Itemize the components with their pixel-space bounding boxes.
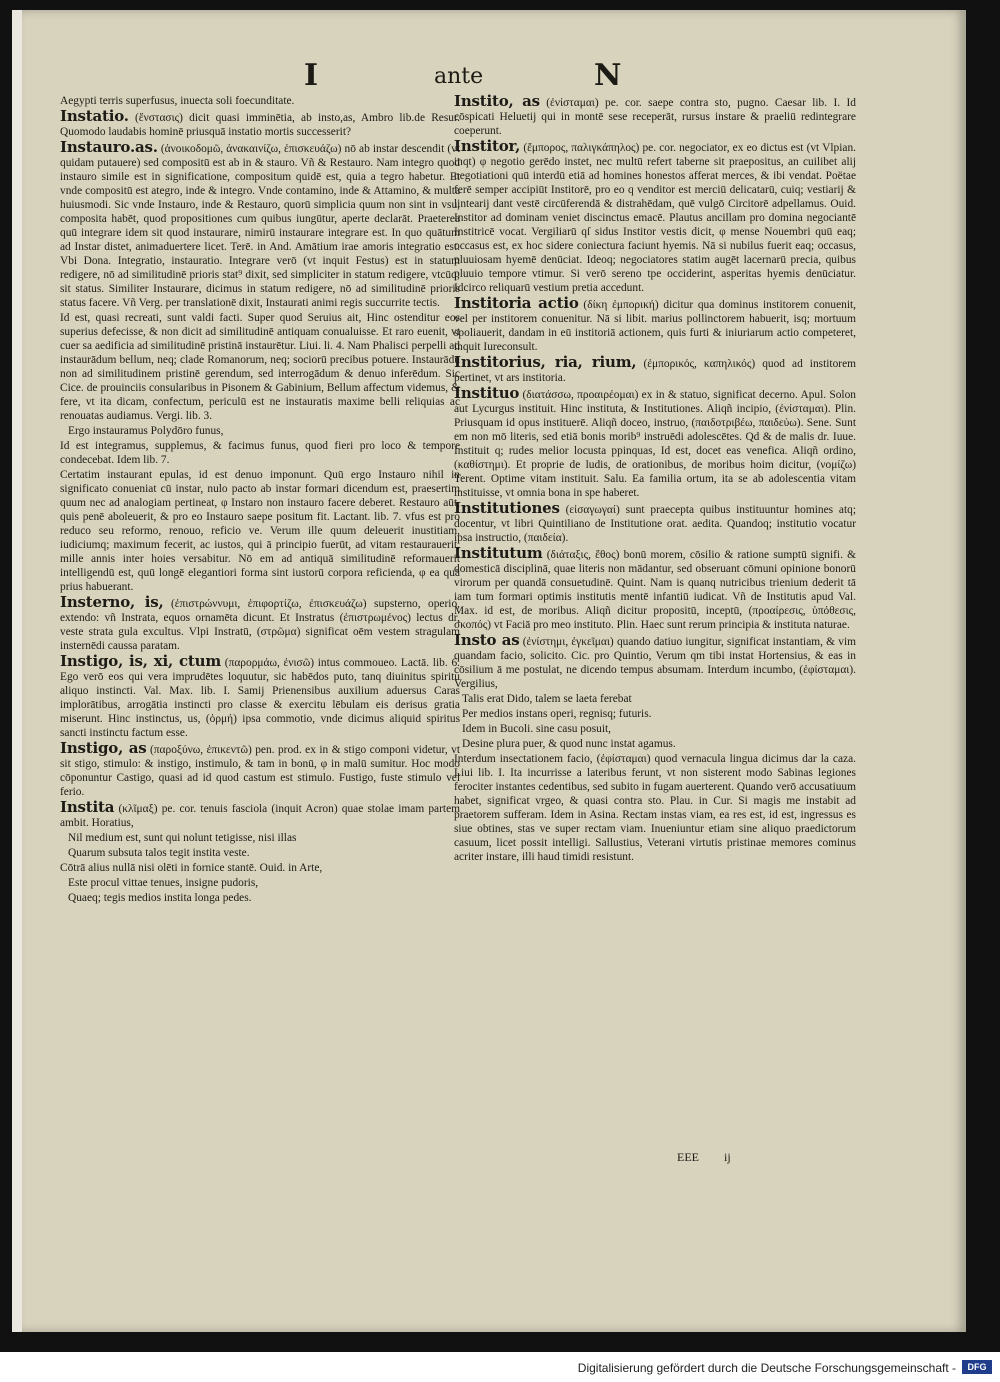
entry-definition: (διατάσσω, προαιρέομαι) ex in & statuo, significat decerno. Apul. Solon aut Lycurgus instituit. Hinc instituta, & Institutiones. Aliqñ incipio, (ἐνίσταμαι). Plin. Priusquam id opus instituerē. Aliqñ doceo, instruo, (παιδοτριβέω, παιδεύω). Sene. Sunt em non mō literis, sed etiā bonis morib⁹ instruēdi adolescētes. Qd & de malis dr. Iuue. Instituit q; rudes melior locusta ppinquas, Id est, docet eas venefica. Aliqñ ordino, (καθίστημι). Et proprie de ludis, de orationibus, de moribus hoim dicitur, (νομίζω) Terent. Optime vitam instituit. Salu. Ea familia ortum, ita se ab adolescentia vitam instituisse, vt omnia bona in spe haberet.: [454, 389, 856, 499]
entry-headword: Instatio.: [60, 107, 129, 125]
header-letter-left: I: [304, 58, 319, 93]
dictionary-entry: [454, 633, 856, 691]
entry-paragraph: Certatim instaurant epulas, id est denuo imponunt. Quū ergo Instauro nihil in significato conueniat cū instar, nulo pacto ab instar formari dicendum est, praesertim quum nec ad analogiam pertineat, φ Instaro non instauro facere deberet. Restauro aūt, quis penē aboleuerit, & pro eo Instauro saepe positum fit. Lactant. lib. 7. vfus est pro reduco seu reformo, renouo, reficio ve. Verum ille quum deleuerit inustitiam, iudiciumq; maximum fecerit, ac iustos, qui ā principio fuerūt, ad vitam restaurauerit, mille annis inter hoies versabitur. Nō em ad antiquā similitudinē reformauerit intelligendū est, quū longē elegantiori forma sint iustorū corpora reficienda, φ ea quā prius habuerant.: [60, 469, 460, 593]
verse-line: Nil medium est, sunt qui nolunt tetigisse, nisi illas: [68, 832, 297, 844]
entry-headword: Institutiones: [454, 499, 560, 517]
dictionary-entry: [454, 546, 856, 632]
dictionary-entry: [454, 296, 856, 354]
entry-headword: Instauro.as.: [60, 138, 158, 156]
entry-definition: (ἐνίστημι, ἐγκεῖμαι) quando datiuo iungitur, significat instantiam, & vim quandam facio, solicito. Cic. pro Quintio, Verum qm tibi instat Hortensius, & eas in cōsilium ā me postulat, ne dicendo tempus absumam. Interdum incumbo, (ἐφίσταμαι). Vergilius,: [454, 636, 856, 690]
verse-line: Per medios instans operi, regnisq; futuris.: [462, 708, 652, 720]
verse-line: Desine plura puer, & quod nunc instat agamus.: [462, 738, 676, 750]
scan-page-edge: [12, 10, 22, 1332]
dictionary-entry: [454, 501, 856, 545]
entry-paragraph: Interdum insectationem facio, (ἐφίσταμαι) quod vernacula lingua dicimus dar la caza. Liui lib. I. Ita incurrisse a lateribus ferunt, vt non sisterent modo Sabinas legiones ferociter instantes cedentibus, sed subito in fugam auerterent. Quando verō accusatiuum habet, significat vrgeo, & quasi contra sto. Plau. in Cur. Si magis me instabit ad praetorem sufferam. Idem in Asina. Rectam instas viam, ea res est, id est, ingressus es siue obtines, stas ve super rectam viam. Inueniuntur etiam sine aliquo praedictorum casuum, licet possit intelligi. Sallustius, Veterani virtutis pristinae memores cominus acriter instare, illi haud timidi resistunt.: [454, 753, 856, 863]
dictionary-entry: [454, 355, 856, 385]
verse-line: Talis erat Dido, talem se laeta ferebat: [462, 693, 632, 705]
header-word: ante: [434, 64, 484, 89]
entry-definition: (παροξύνω, ἐπικεντῶ) pen. prod. ex in & stigo componi videtur, vt sit stigo, stimulo: & instigo, instimulo, & tam in bonū, φ in malū sumitur. Hoc modo cōponuntur Castigo, quasi ad id quod castum est stimulo. Fustigo, fuste stimulo vel ferio.: [60, 744, 460, 798]
verse-line: Idem in Bucoli. sine casu posuit,: [462, 723, 612, 735]
dictionary-entry: [454, 139, 856, 295]
verse-line: Quarum subsuta talos tegit instita veste.: [68, 847, 250, 859]
verse-line: Este procul vittae tenues, insigne pudoris,: [68, 877, 259, 889]
dictionary-entry: [60, 800, 460, 830]
dictionary-entry: [60, 595, 460, 653]
dictionary-entry: [60, 654, 460, 740]
entry-paragraph: Id est, quasi recreati, sunt valdi facti. Super quod Seruius ait, Hinc ostenditur eos superius defecisse, & non dicit ad similitudinē antiquam conualuisse. Et raro euenit, vt cuer sa aedificia ad similitudinē pristinā instaurētur. Liui. li. 4. Nam Phalisci perpelli ad instaurādum bellum, neq; clade Romanorum, neq; sociorū precibus potuere. Instaurādū non ad similitudinem pristinē gerendum, sed interrogādum & denuo inferēdum. Sic Cice. de prouinciis consularibus in Pisonem & Gabinium, Bellum affectum videmus, & fere, vt ita dicam, confectum, periculū est ne instauratis maxime belli reliquias ac renouatas audiamus. Vergi. lib. 3.: [60, 312, 460, 422]
dictionary-entry: [60, 741, 460, 799]
verse-line: Ergo instauramus Polydōro funus,: [68, 425, 224, 437]
entry-definition: (ἐπιστρώννυμι, ἐπιφορτίζω, ἐπισκευάζω) supsterno, operio, extendo: vñ Instrata, equos ornamēta dicunt. Et Instratus (ἐπιστρωμένος) lectus dr, veste strata gula excultus. Vlpi Instratū, (στρῶμα) significat oēm vestem stragulam insternēdi caussa paratam.: [60, 598, 460, 652]
entry-headword: Insterno, is,: [60, 593, 164, 611]
entry-headword: Institor,: [454, 137, 521, 155]
entry-headword: Institoria actio: [454, 294, 579, 312]
dictionary-entry: [60, 109, 460, 139]
entry-definition: (διάταξις, ἔθος) bonū morem, cōsilio & ratione sumptū signifi. & domesticā disciplinā, quae literis non mādantur, sed obseruant cōmuni opinione bonorū virorum per quandā consuetudinē. Quint. Nam is quanq nutricibus trienium dederit tā iam tum formari optimis institutis mentē infantiū iudicat. Vñ de Institutis apud Val. Max. id est, de moribus. Aliqñ dicitur propositū, inceptū, (προαίρεσις, ὑπόθεσις, σκοπός) vt Faciā pro meo instituto. Plin. Haec sunt rerum principia & instituta naturae.: [454, 549, 856, 631]
right-column: [454, 94, 856, 865]
funding-note: Digitalisierung gefördert durch die Deutsche Forschungsgemeinschaft -: [577, 1361, 956, 1375]
entry-headword: Institutum: [454, 544, 543, 562]
entry-headword: Instigo, is, xi, ctum: [60, 652, 222, 670]
attribution-bar: [0, 1352, 1000, 1382]
entry-headword: Instituo: [454, 384, 520, 402]
dictionary-page: [22, 10, 966, 1332]
entry-headword: Insto as: [454, 631, 520, 649]
entry-headword: Instigo, as: [60, 739, 147, 757]
entry-definition: (ἐμπορικός, καπηλικός) quod ad institorem pertinet, vt ars institoria.: [454, 358, 856, 384]
dictionary-entry: [454, 94, 856, 138]
entry-definition: (ἔνστασις) dicit quasi imminētia, ab insto,as, Ambro lib.de Resur. Quomodo laudabis hominē priusquā instatio mortis successerit?: [60, 112, 460, 138]
entry-headword: Institorius, ria, rium,: [454, 353, 637, 371]
entry-definition: (κλῖμαξ) pe. cor. tenuis fasciola (inquit Acron) quae stolae imam partem ambit. Horatius,: [60, 803, 460, 829]
entry-definition: (ἐνίσταμαι) pe. cor. saepe contra sto, pugno. Caesar lib. I. Id cōspicati Heluetij qui in montē sese receperāt, rursus instare & praeliū redintegrare coeperunt.: [454, 97, 856, 137]
page-footer: [677, 1150, 753, 1165]
verse-line: Quaeq; tegis medios instita longa pedes.: [68, 892, 252, 904]
entry-definition: (ἔμπορος, παλιγκάπηλος) pe. cor. negociator, ex eo dictus est (vt Vlpian. inqt) φ negotio gerēdo instet, nec multū refert taberne sit praepositus, an cuilibet alij negotiationi quū interdū etiā ad homines honestos afferat merces, & ibi vendat. Poëtae ferē semper accipiūt Institorē, pro eo q venditor est merciū delicatarū, cuiq; vestiarij & lintearij dant vestē circūferendā & distrahēdam, quē vulgō Circitorē adpellamus. Ouid. Institor ad dominam veniet discinctus emacē. Plautus ancillam pro domina negociantē Institricē vocat. Vergiliarū qſ sidus Institor vestis dicit, φ mense Nouembri quū eaq; occasus est, ex hoc sidere coniectura faciunt hyemis. Nā si nubilus fuerit eaq; occasus, pluuiosam hyemē denūciat. Ideoq; negociatores statim augēt lacernarū precia, quibus pluuio tempore vtimur. Si verō sereno tpe occiderint, asperitas hyemis denūciatur. Idcirco reliquarū vestium pretia accedunt.: [454, 142, 856, 294]
dfg-logo[interactable]: DFG: [962, 1360, 992, 1374]
entry-definition: (εἰσαγωγαί) sunt praecepta quibus instituuntur homines atq; docentur, vt libri Quintiliano de Institutione orat. aedita. Quandoq; institutio vocatur ipsa instructio, (παιδεία).: [454, 504, 856, 544]
entry-definition: (παρορμάω, ἐνισῶ) intus commoueo. Lactā. lib. 6. Ego verō eos qui vera imprudētes loquutur, sic habēdos puto, tanq diuinitus spiritu aliquo instincti. Val. Max. lib. I. Samij Prienensibus auxilium aduersus Caras implorātibus, arrogātia instincti pro classe & exercitu lēbulam eis derisus gratia miserunt. Hinc instinctus, us, (ὁρμή) ipsa commotio, vnde dicimus aliquid spiritus sancti instinctu factum esse.: [60, 657, 460, 739]
entry-definition: (ἀνοικοδομῶ, ἀνακαινίζω, ἐπισκευάζω) nō ab instar descendit (vt quidam putauere) sed compositū est ab in & stauro. Vñ & Restauro. Nam integro quod instauro simile est in significatione, compositum quidē est, quia a tegro habetur. Et vnde compositū est ategro, inde & integro. Vnde contamino, inde & Attamino, & multa huiusmodi. Sic vnde Instauro, inde & Restauro, quorū simplicia quum non sint in vsu, composita habēt, quod propositiones cum quibus iungūtur, aperte declarāt. Praeterea quū integrare idem sit quod instaurare, nimirū instaurare integrare est. In quo quātum ad Instar distet, animaduertere licet. Terē. in And. Amātium irae amoris integratio est. Vbi Dona. Integratio, instauratio. Integrare verō (vt inquit Festus) est in statum redigere, nō ad similitudinē prioris stat⁹ dixit, sed simpliciter in statum redigere, vtcūq; sit status. Similiter Instaurare, dicimus in statum redigere, nō ad similitudinē prioris status facere. Vñ Verg. per translationē dixit, Instaurati animi regis succurrite tectis.: [60, 143, 460, 309]
entry-headword: Instito, as: [454, 92, 540, 110]
entry-paragraph: Cōtrā alius nullā nisi olēti in fornice stantē. Ouid. in Arte,: [60, 862, 323, 874]
header-letter-right: N: [594, 58, 622, 93]
folio-number: ij: [724, 1150, 731, 1164]
entry-paragraph: Aegypti terris superfusus, inuecta soli foecunditate.: [60, 95, 295, 107]
entry-definition: (δίκη ἐμπορική) dicitur qua dominus institorem conuenit, vel per institorem conuenitur. Nā si libit. marius pollinctorem habuerit, isq; mortuum spoliauerit, dandam in eū institoriā actionem, quis furti & iniuriarum actio competeret, inquit Iureconsult.: [454, 299, 856, 353]
signature-mark: EEE: [677, 1150, 699, 1164]
entry-headword: Instita: [60, 798, 115, 816]
left-column: [60, 94, 460, 906]
dictionary-entry: [454, 386, 856, 500]
entry-paragraph: Id est integramus, supplemus, & facimus funus, quod fieri pro loco & tempore condecebat. Idem lib. 7.: [60, 440, 460, 466]
dictionary-entry: [60, 140, 460, 310]
